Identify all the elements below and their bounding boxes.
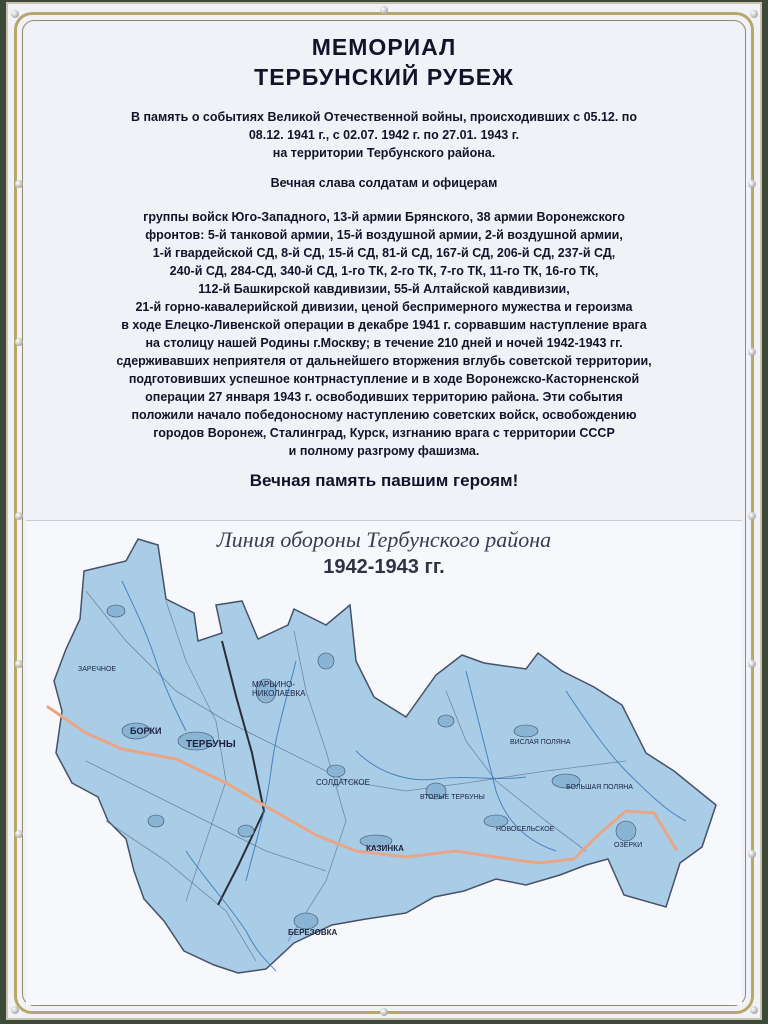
glory-text xyxy=(40,208,728,460)
settlement xyxy=(294,913,318,929)
glory-line: 21-й горно-кавалерийской дивизии, ценой беспримерного мужества и героизма xyxy=(135,300,633,314)
map-panel xyxy=(26,520,742,1005)
rivet xyxy=(748,512,756,520)
eternal-memory-line: Вечная память павшим героям! xyxy=(249,471,519,490)
settlement xyxy=(107,605,125,617)
memorial-text xyxy=(40,32,728,492)
district-map xyxy=(26,521,742,1005)
glory-line: 240-й СД, 284-СД, 340-й СД, 1-го ТК, 2-го ТК, 7-го ТК, 11-го ТК, 16-го ТК, xyxy=(169,264,599,278)
glory-line: положили начало победоносному наступлению советских войск, освобождению xyxy=(131,408,637,422)
rivet xyxy=(750,10,758,18)
rivet xyxy=(11,10,19,18)
label-bolshaya-polyana: БОЛЬШАЯ ПОЛЯНА xyxy=(566,784,633,791)
rivet xyxy=(380,1008,388,1016)
rivet xyxy=(380,6,388,14)
label-kazinka: КАЗИНКА xyxy=(366,844,404,853)
glory-line: в ходе Елецко-Ливенской операции в декабре 1941 г. сорвавшим наступление врага xyxy=(121,318,647,332)
settlement xyxy=(438,715,454,727)
rivet xyxy=(748,660,756,668)
glory-line: на столицу нашей Родины г.Москву; в течение 210 дней и ночей 1942-1943 гг. xyxy=(145,336,623,350)
label-soldatskoe: СОЛДАТСКОЕ xyxy=(316,778,370,787)
rivet xyxy=(15,512,23,520)
rivet xyxy=(15,660,23,668)
settlement xyxy=(514,725,538,737)
glory-line: группы войск Юго-Западного, 13-й армии Брянского, 38 армии Воронежского xyxy=(143,210,625,224)
settlement xyxy=(148,815,164,827)
rivet xyxy=(15,180,23,188)
rivet xyxy=(11,1006,19,1014)
glory-line: 1-й гвардейской СД, 8-й СД, 15-й СД, 81-й СД, 167-й СД, 206-й СД, 237-й СД, xyxy=(152,246,616,260)
settlement xyxy=(318,653,334,669)
label-marino-line: МАРЬИНО- xyxy=(252,680,295,689)
label-marino-line: НИКОЛАЕВКА xyxy=(252,689,306,698)
intro-line: на территории Тербунского района. xyxy=(272,146,496,160)
settlement xyxy=(327,765,345,777)
glory-line: операции 27 января 1943 г. освободивших территорию района. Эти события xyxy=(145,390,623,404)
settlement xyxy=(616,821,636,841)
rivet xyxy=(750,1006,758,1014)
rivet xyxy=(15,338,23,346)
label-novoselskoe: НОВОСЕЛЬСКОЕ xyxy=(496,826,555,833)
glory-line: и полному разгрому фашизма. xyxy=(288,444,480,458)
rivet xyxy=(15,830,23,838)
rivet xyxy=(748,348,756,356)
memorial-title xyxy=(40,32,728,92)
memorial-intro xyxy=(40,108,728,162)
glory-line: городов Воронеж, Сталинград, Курск, изгнанию врага с территории СССР xyxy=(153,426,615,440)
label-vtorye-terbuny: ВТОРЫЕ ТЕРБУНЫ xyxy=(420,794,485,801)
map-years: 1942-1943 гг. xyxy=(323,556,445,578)
glory-line: сдерживавших неприятеля от дальнейшего вторжения вглубь советской территории, xyxy=(116,354,652,368)
glory-line: 112-й Башкирской кавдивизии, 55-й Алтайской кавдивизии, xyxy=(198,282,570,296)
label-terbuny: ТЕРБУНЫ xyxy=(186,739,236,750)
label-zarechnoe: ЗАРЕЧНОЕ xyxy=(78,666,117,673)
glory-line: подготовивших успешное контрнаступление и в ходе Воронежско-Касторненской xyxy=(128,372,640,386)
map-title: Линия обороны Тербунского района xyxy=(216,527,552,552)
title-line: МЕМОРИАЛ xyxy=(311,34,457,60)
glory-heading: Вечная слава солдатам и офицерам xyxy=(270,176,498,190)
label-borki: БОРКИ xyxy=(130,726,162,736)
title-line: ТЕРБУНСКИЙ РУБЕЖ xyxy=(254,64,514,90)
label-berezovka: БЕРЕЗОВКА xyxy=(288,928,338,937)
glory-line: фронтов: 5-й танковой армии, 15-й воздушной армии, 2-й воздушной армии, xyxy=(145,228,623,242)
intro-line: В память о событиях Великой Отечественной войны, происходивших с 05.12. по xyxy=(131,110,637,124)
settlement xyxy=(238,825,254,837)
label-ozerki: ОЗЕРКИ xyxy=(614,842,643,849)
label-vislaya-polyana: ВИСЛАЯ ПОЛЯНА xyxy=(510,739,571,746)
rivet xyxy=(748,850,756,858)
rivet xyxy=(748,180,756,188)
intro-line: 08.12. 1941 г., с 02.07. 1942 г. по 27.01. 1943 г. xyxy=(248,128,520,142)
